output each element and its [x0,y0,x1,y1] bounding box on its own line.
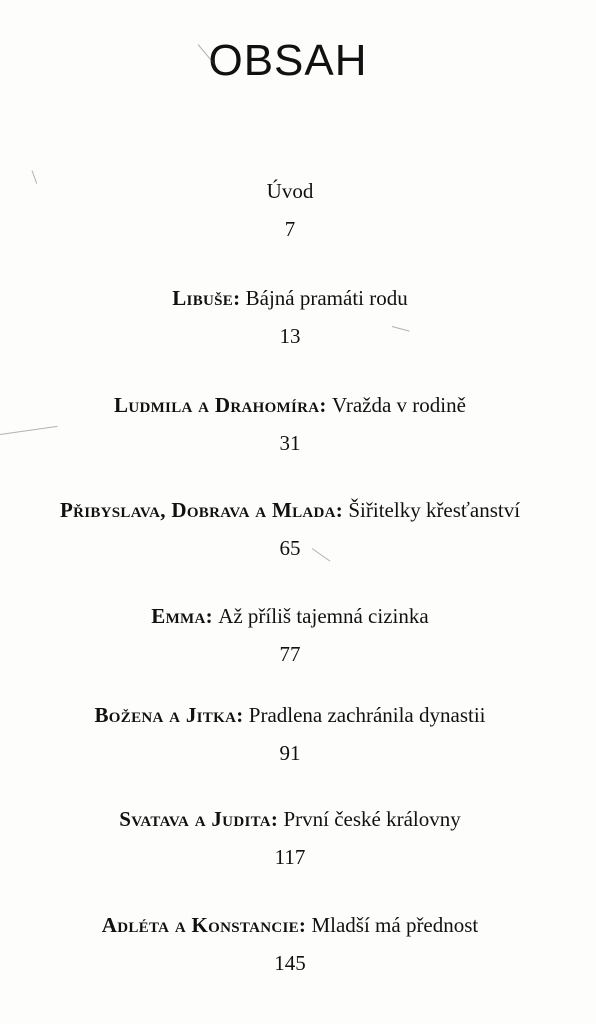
page-title: OBSAH [208,36,368,85]
toc-entry-page-number: 65 [279,536,301,560]
toc-entry-name: Božena a Jitka: [94,703,244,727]
toc-entry-name: Adléta a Konstancie: [101,913,307,937]
toc-entry-heading [0,702,580,728]
toc-entry-uvod[interactable] [0,178,580,242]
toc-entry-heading [0,806,580,832]
toc-entry-subtitle: Vražda v rodině [331,393,466,417]
toc-entry-subtitle: Šiřitelky křesťanství [348,498,521,522]
toc-entry-heading [0,497,580,523]
toc-entry-heading [0,178,580,204]
toc-entry-name: Přibyslava, Dobrava a Mlada: [59,498,344,522]
toc-entry-heading [0,392,580,418]
toc-entry-page-number: 7 [284,217,296,241]
toc-entry-subtitle: Pradlena zachránila dynastii [248,703,486,727]
toc-entry-name: Libuše: [172,286,241,310]
toc-entry-subtitle: Až příliš tajemná cizinka [218,604,429,628]
toc-entry-ludmila[interactable] [0,392,580,456]
toc-entry-emma[interactable] [0,603,580,667]
toc-entry-bozena[interactable] [0,702,580,766]
toc-entry-subtitle: Bájná pramáti rodu [245,286,408,310]
toc-entry-subtitle: První české královny [283,807,461,831]
toc-entry-name: Emma: [151,604,213,628]
toc-entry-heading [0,603,580,629]
toc-entry-name: Ludmila a Drahomíra: [114,393,327,417]
toc-entry-subtitle: Úvod [266,179,314,203]
toc-entry-heading [0,285,580,311]
toc-entry-page-number: 13 [279,324,301,348]
toc-entry-libuse[interactable] [0,285,580,349]
toc-entry-page-number: 77 [279,642,301,666]
toc-entry-name: Svatava a Judita: [119,807,279,831]
toc-entry-page-number: 117 [274,845,306,869]
toc-entry-subtitle: Mladší má přednost [311,913,479,937]
toc-entry-svatava[interactable] [0,806,580,870]
toc-entry-heading [0,912,580,938]
toc-entry-adleta[interactable] [0,912,580,976]
toc-entry-page-number: 91 [279,741,301,765]
toc-entry-pribyslava[interactable] [0,497,580,561]
toc-entry-page-number: 145 [274,951,306,975]
toc-entry-page-number: 31 [279,431,301,455]
